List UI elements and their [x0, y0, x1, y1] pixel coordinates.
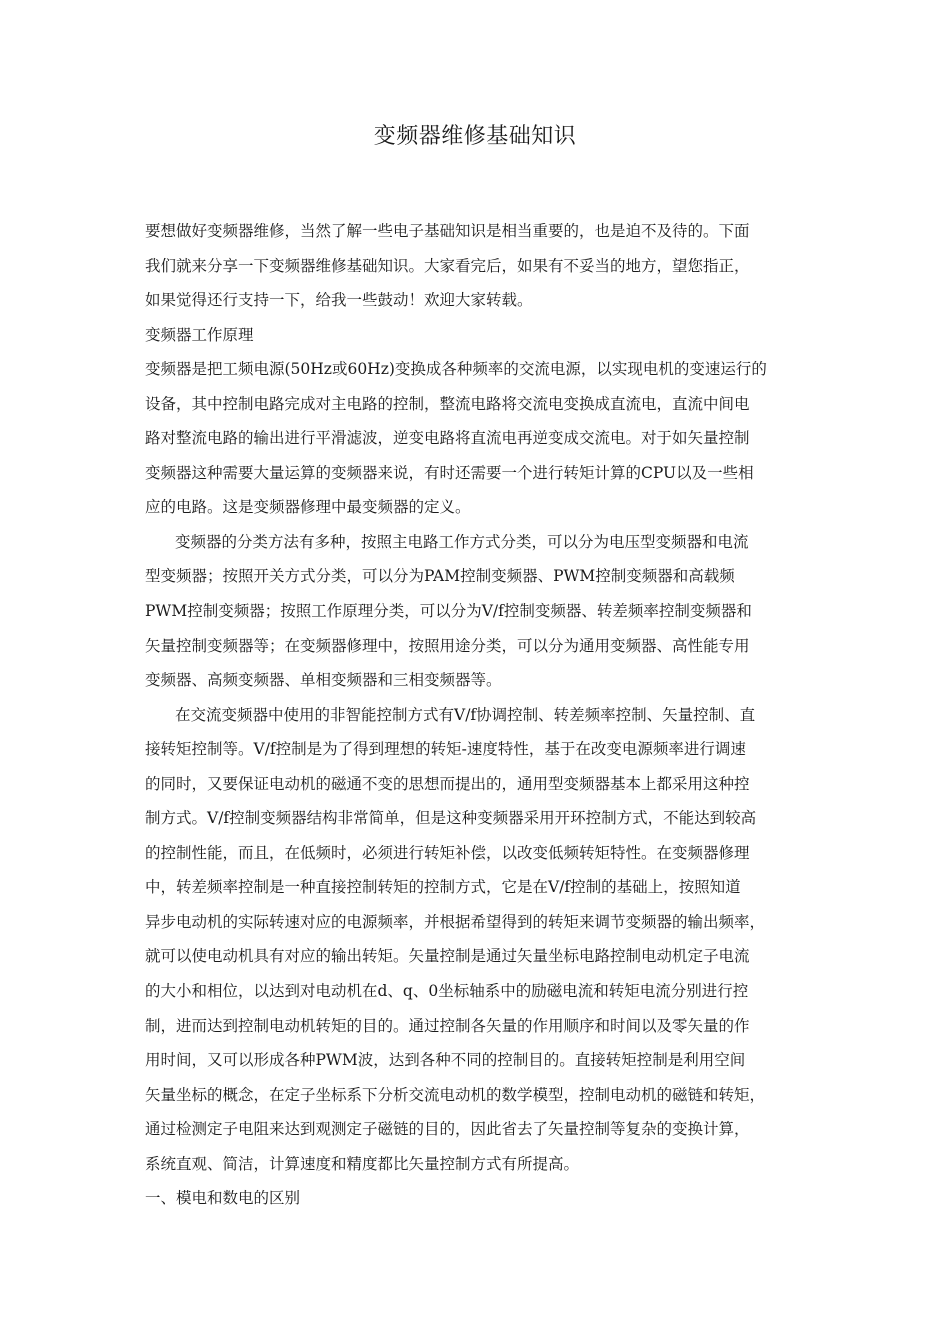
text-line: 的同时，又要保证电动机的磁通不变的思想而提出的，通用型变频器基本上都采用这种控: [145, 774, 750, 793]
text-line: 矢量控制变频器等；在变频器修理中，按照用途分类，可以分为通用变频器、高性能专用: [145, 636, 750, 655]
text-line: 中，转差频率控制是一种直接控制转矩的控制方式，它是在V/f控制的基础上，按照知道: [145, 878, 741, 897]
text-line: 在交流变频器中使用的非智能控制方式有V/f协调控制、转差频率控制、矢量控制、直: [175, 705, 756, 724]
text-line: 变频器、高频变频器、单相变频器和三相变频器等。: [145, 671, 502, 690]
document-title: 变频器维修基础知识: [373, 124, 577, 149]
text-line: 变频器是把工频电源(50Hz或60Hz)变换成各种频率的交流电源，以实现电机的变速运行的: [145, 360, 767, 379]
text-line: 设备，其中控制电路完成对主电路的控制，整流电路将交流电变换成直流电，直流中间电: [145, 394, 750, 413]
text-line: 的控制性能，而且，在低频时，必须进行转矩补偿，以改变低频转矩特性。在变频器修理: [145, 843, 750, 862]
text-line: 接转矩控制等。V/f控制是为了得到理想的转矩-速度特性，基于在改变电源频率进行调速: [145, 740, 746, 759]
text-line: 要想做好变频器维修，当然了解一些电子基础知识是相当重要的，也是迫不及待的。下面: [145, 222, 750, 240]
text-line: 型变频器；按照开关方式分类，可以分为PAM控制变频器、PWM控制变频器和高载频: [145, 567, 735, 586]
text-line: 我们就来分享一下变频器维修基础知识。大家看完后，如果有不妥当的地方，望您指正，: [145, 256, 750, 275]
text-line: 一、模电和数电的区别: [145, 1189, 301, 1208]
text-line: 的大小和相位，以达到对电动机在d、q、0坐标轴系中的励磁电流和转矩电流分别进行控: [145, 982, 749, 1001]
text-line: 就可以使电动机具有对应的输出转矩。矢量控制是通过矢量坐标电路控制电动机定子电流: [145, 947, 750, 966]
text-line: 矢量坐标的概念，在定子坐标系下分析交流电动机的数学模型，控制电动机的磁链和转矩，: [145, 1085, 766, 1104]
text-line: 通过检测定子电阻来达到观测定子磁链的目的，因此省去了矢量控制等复杂的变换计算，: [145, 1120, 750, 1139]
text-line: 路对整流电路的输出进行平滑滤波，逆变电路将直流电再逆变成交流电。对于如矢量控制: [145, 429, 750, 448]
text-line: 应的电路。这是变频器修理中最变频器的定义。: [145, 498, 471, 517]
text-line: 变频器这种需要大量运算的变频器来说，有时还需要一个进行转矩计算的CPU以及一些相: [145, 463, 754, 482]
text-line: 异步电动机的实际转速对应的电源频率，并根据希望得到的转矩来调节变频器的输出频率，: [145, 912, 766, 931]
text-line: 制方式。V/f控制变频器结构非常简单，但是这种变频器采用开环控制方式，不能达到较高: [145, 809, 757, 828]
text-line: 如果觉得还行支持一下，给我一些鼓动！欢迎大家转载。: [145, 291, 533, 310]
text-line: 变频器工作原理: [145, 325, 254, 344]
text-line: 系统直观、简洁，计算速度和精度都比矢量控制方式有所提高。: [145, 1154, 580, 1173]
text-line: 制，进而达到控制电动机转矩的目的。通过控制各矢量的作用顺序和时间以及零矢量的作: [145, 1016, 750, 1035]
document-body: [145, 214, 820, 1216]
text-line: 用时间，又可以形成各种PWM波，达到各种不同的控制目的。直接转矩控制是利用空间: [145, 1051, 746, 1070]
text-line: 变频器的分类方法有多种，按照主电路工作方式分类，可以分为电压型变频器和电流: [175, 532, 749, 551]
text-line: PWM控制变频器；按照工作原理分类，可以分为V/f控制变频器、转差频率控制变频器和: [145, 602, 752, 621]
